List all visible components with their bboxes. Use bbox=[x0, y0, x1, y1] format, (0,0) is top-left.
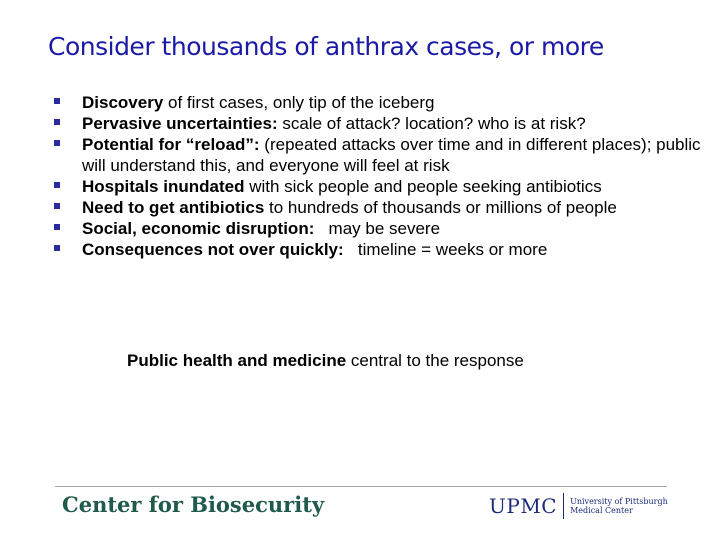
bullet-bold: Discovery bbox=[82, 93, 164, 112]
bullet-bold: Hospitals inundated bbox=[82, 177, 245, 196]
bullet-text: (repeated attacks over time and in different places); public will understand this, and everyone will feel at risk bbox=[82, 135, 701, 175]
square-bullet-icon bbox=[54, 119, 60, 125]
bullet-bold: Consequences not over quickly: bbox=[82, 240, 344, 259]
takeaway-bold: Public health and medicine bbox=[127, 351, 347, 370]
takeaway-statement bbox=[127, 351, 524, 371]
bullet-item bbox=[52, 134, 712, 176]
upmc-logo-block bbox=[489, 492, 668, 520]
bullet-text: may be severe bbox=[314, 219, 441, 238]
footer-divider bbox=[55, 486, 667, 487]
square-bullet-icon bbox=[54, 203, 60, 209]
bullet-text: to hundreds of thousands or millions of people bbox=[264, 198, 617, 217]
upmc-subtitle bbox=[570, 497, 668, 515]
bullet-bold: Pervasive uncertainties: bbox=[82, 114, 278, 133]
bullet-item bbox=[52, 92, 712, 113]
upmc-subtitle-line1: University of Pittsburgh bbox=[570, 497, 668, 506]
bullet-bold: Social, economic disruption: bbox=[82, 219, 315, 238]
bullet-item bbox=[52, 113, 712, 134]
center-for-biosecurity-logo: Center for Biosecurity bbox=[62, 492, 325, 517]
square-bullet-icon bbox=[54, 224, 60, 230]
bullet-item bbox=[52, 239, 712, 260]
takeaway-text: central to the response bbox=[346, 351, 524, 370]
bullet-item bbox=[52, 176, 712, 197]
bullet-item bbox=[52, 218, 712, 239]
square-bullet-icon bbox=[54, 245, 60, 251]
bullet-text: timeline = weeks or more bbox=[343, 240, 548, 259]
square-bullet-icon bbox=[54, 182, 60, 188]
slide-title: Consider thousands of anthrax cases, or more bbox=[48, 32, 604, 61]
upmc-logo: UPMC bbox=[489, 493, 564, 519]
square-bullet-icon bbox=[54, 140, 60, 146]
square-bullet-icon bbox=[54, 98, 60, 104]
bullet-bold: Need to get antibiotics bbox=[82, 198, 265, 217]
bullet-text: with sick people and people seeking antibiotics bbox=[244, 177, 602, 196]
bullet-item bbox=[52, 197, 712, 218]
upmc-subtitle-line2: Medical Center bbox=[570, 506, 633, 515]
bullet-text: of first cases, only tip of the iceberg bbox=[163, 93, 435, 112]
bullet-text: scale of attack? location? who is at risk? bbox=[277, 114, 586, 133]
bullet-bold: Potential for “reload”: bbox=[82, 135, 260, 154]
bullet-list bbox=[52, 92, 712, 260]
